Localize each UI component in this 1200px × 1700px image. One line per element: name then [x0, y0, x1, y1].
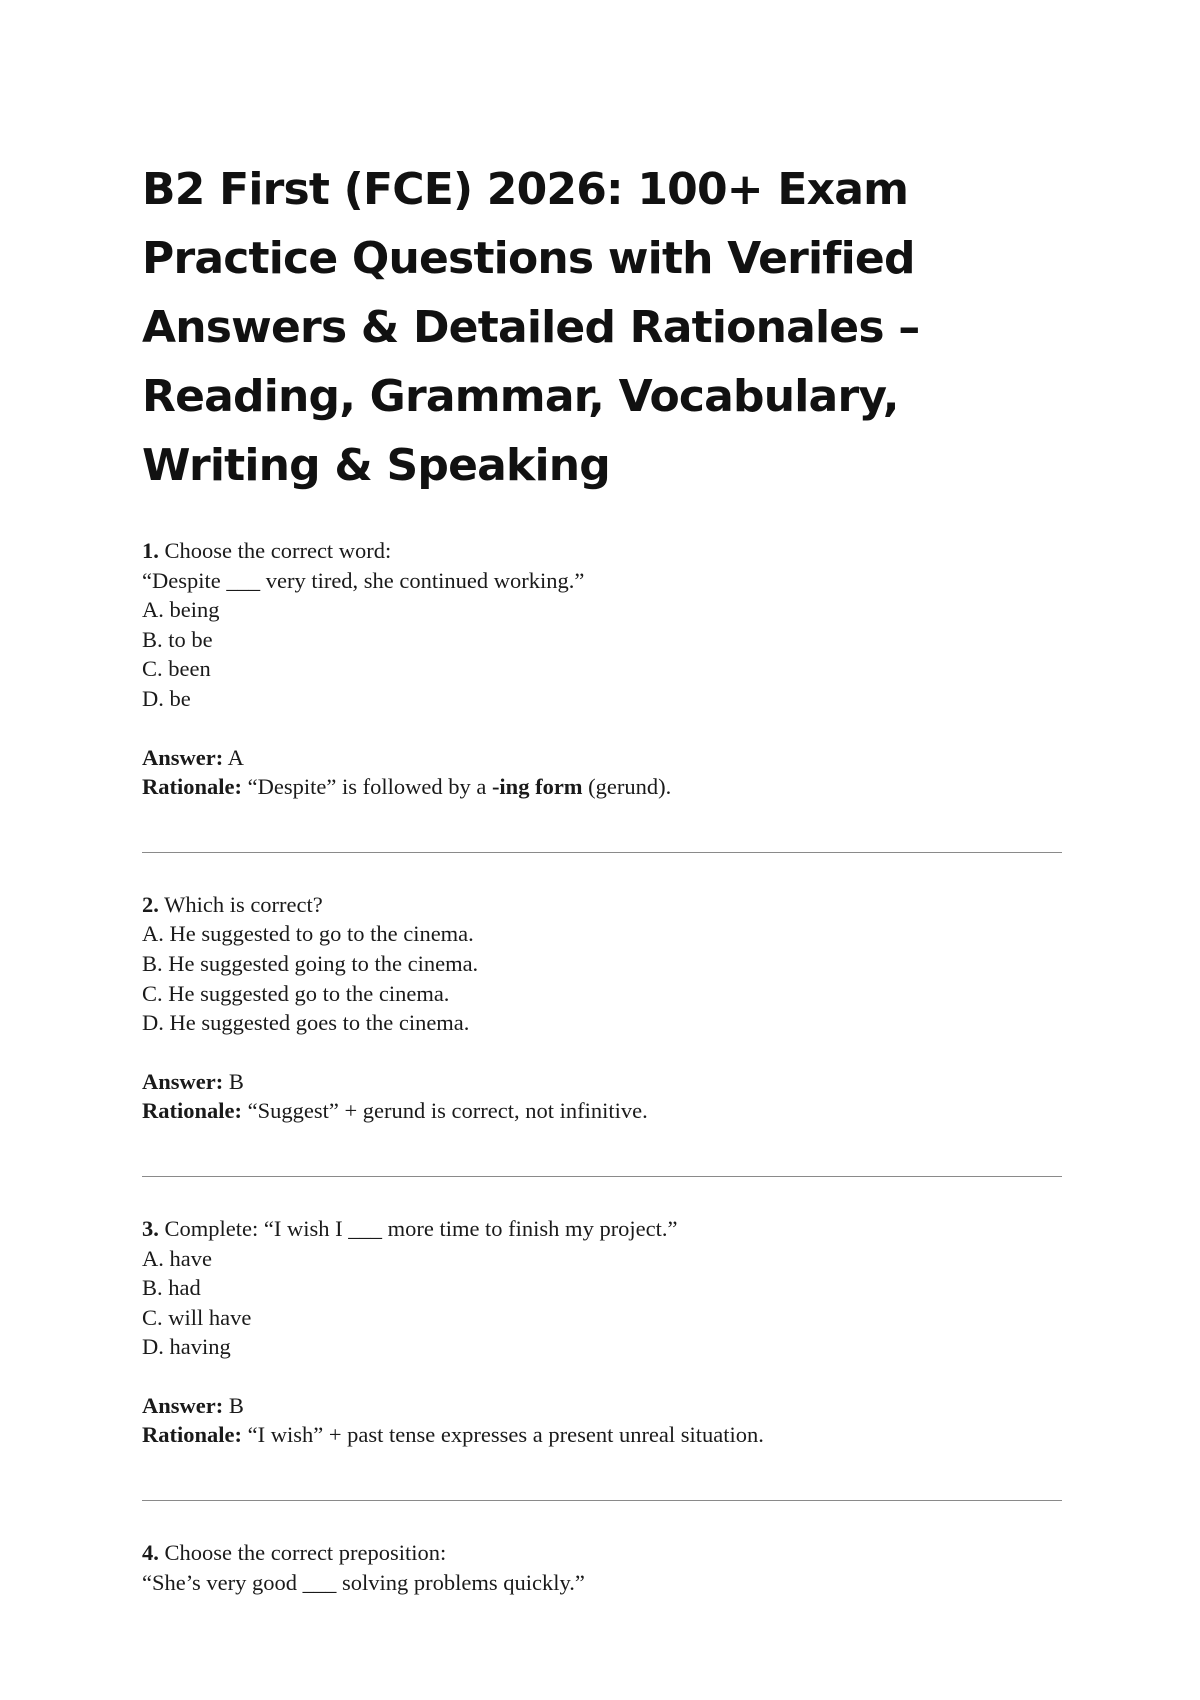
option-c: C. will have	[142, 1304, 252, 1330]
option-b: B. to be	[142, 626, 213, 652]
question-prompt	[142, 1214, 1062, 1244]
divider	[142, 1176, 1062, 1177]
rationale-label: Rationale:	[142, 774, 242, 800]
question-prompt-text: Which is correct?	[164, 891, 323, 917]
question-prompt	[142, 1538, 1062, 1568]
divider	[142, 852, 1062, 853]
question-prompt-text: Complete: “I wish I ___ more time to finish my project.”	[164, 1215, 678, 1241]
option-d: D. having	[142, 1334, 231, 1360]
option-d: D. be	[142, 685, 191, 711]
rationale-label: Rationale:	[142, 1422, 242, 1448]
question-sentence: “Despite ___ very tired, she continued working.”	[142, 567, 585, 593]
question-3	[142, 1214, 1062, 1450]
option-b: B. had	[142, 1275, 201, 1301]
document-page	[142, 155, 1062, 1597]
answer-line	[142, 743, 1062, 773]
rationale-line	[142, 1420, 1062, 1450]
rationale-text: “I wish” + past tense expresses a present unreal situation.	[247, 1422, 764, 1448]
answer-line	[142, 1391, 1062, 1421]
question-number: 1.	[142, 538, 159, 563]
option-b: B. He suggested going to the cinema.	[142, 950, 479, 976]
rationale-text: “Suggest” + gerund is correct, not infinitive.	[247, 1098, 648, 1124]
answer-value: B	[228, 1068, 244, 1094]
option-c: C. He suggested go to the cinema.	[142, 980, 450, 1006]
option-c: C. been	[142, 656, 211, 682]
answer-label: Answer:	[142, 744, 224, 770]
question-4	[142, 1538, 1062, 1597]
option-a: A. being	[142, 597, 220, 623]
answer-value: B	[228, 1392, 244, 1418]
rationale-line	[142, 1096, 1062, 1126]
answer-value: A	[227, 744, 244, 770]
question-prompt-text: Choose the correct word:	[164, 538, 392, 563]
rationale-text-end: (gerund).	[582, 774, 672, 800]
question-1	[142, 536, 1062, 802]
answer-label: Answer:	[142, 1392, 224, 1418]
option-a: A. have	[142, 1245, 212, 1271]
answer-line	[142, 1067, 1062, 1097]
question-number: 4.	[142, 1540, 159, 1566]
question-prompt-text: Choose the correct preposition:	[164, 1540, 447, 1566]
question-sentence: “She’s very good ___ solving problems quickly.”	[142, 1569, 585, 1595]
answer-label: Answer:	[142, 1068, 224, 1094]
question-prompt	[142, 890, 1062, 920]
option-d: D. He suggested goes to the cinema.	[142, 1010, 470, 1036]
question-prompt	[142, 536, 1062, 566]
question-2	[142, 890, 1062, 1126]
document-title: B2 First (FCE) 2026: 100+ Exam Practice Questions with Verified Answers & Detailed Rationales – Reading, Grammar, Vocabulary, Writing & Speaking	[142, 164, 920, 491]
option-a: A. He suggested to go to the cinema.	[142, 921, 474, 947]
divider	[142, 1500, 1062, 1501]
question-number: 3.	[142, 1215, 159, 1241]
rationale-label: Rationale:	[142, 1098, 242, 1124]
rationale-text: “Despite” is followed by a	[247, 774, 492, 800]
question-number: 2.	[142, 891, 159, 917]
rationale-emphasis: -ing form	[491, 774, 583, 800]
rationale-line	[142, 772, 1062, 802]
